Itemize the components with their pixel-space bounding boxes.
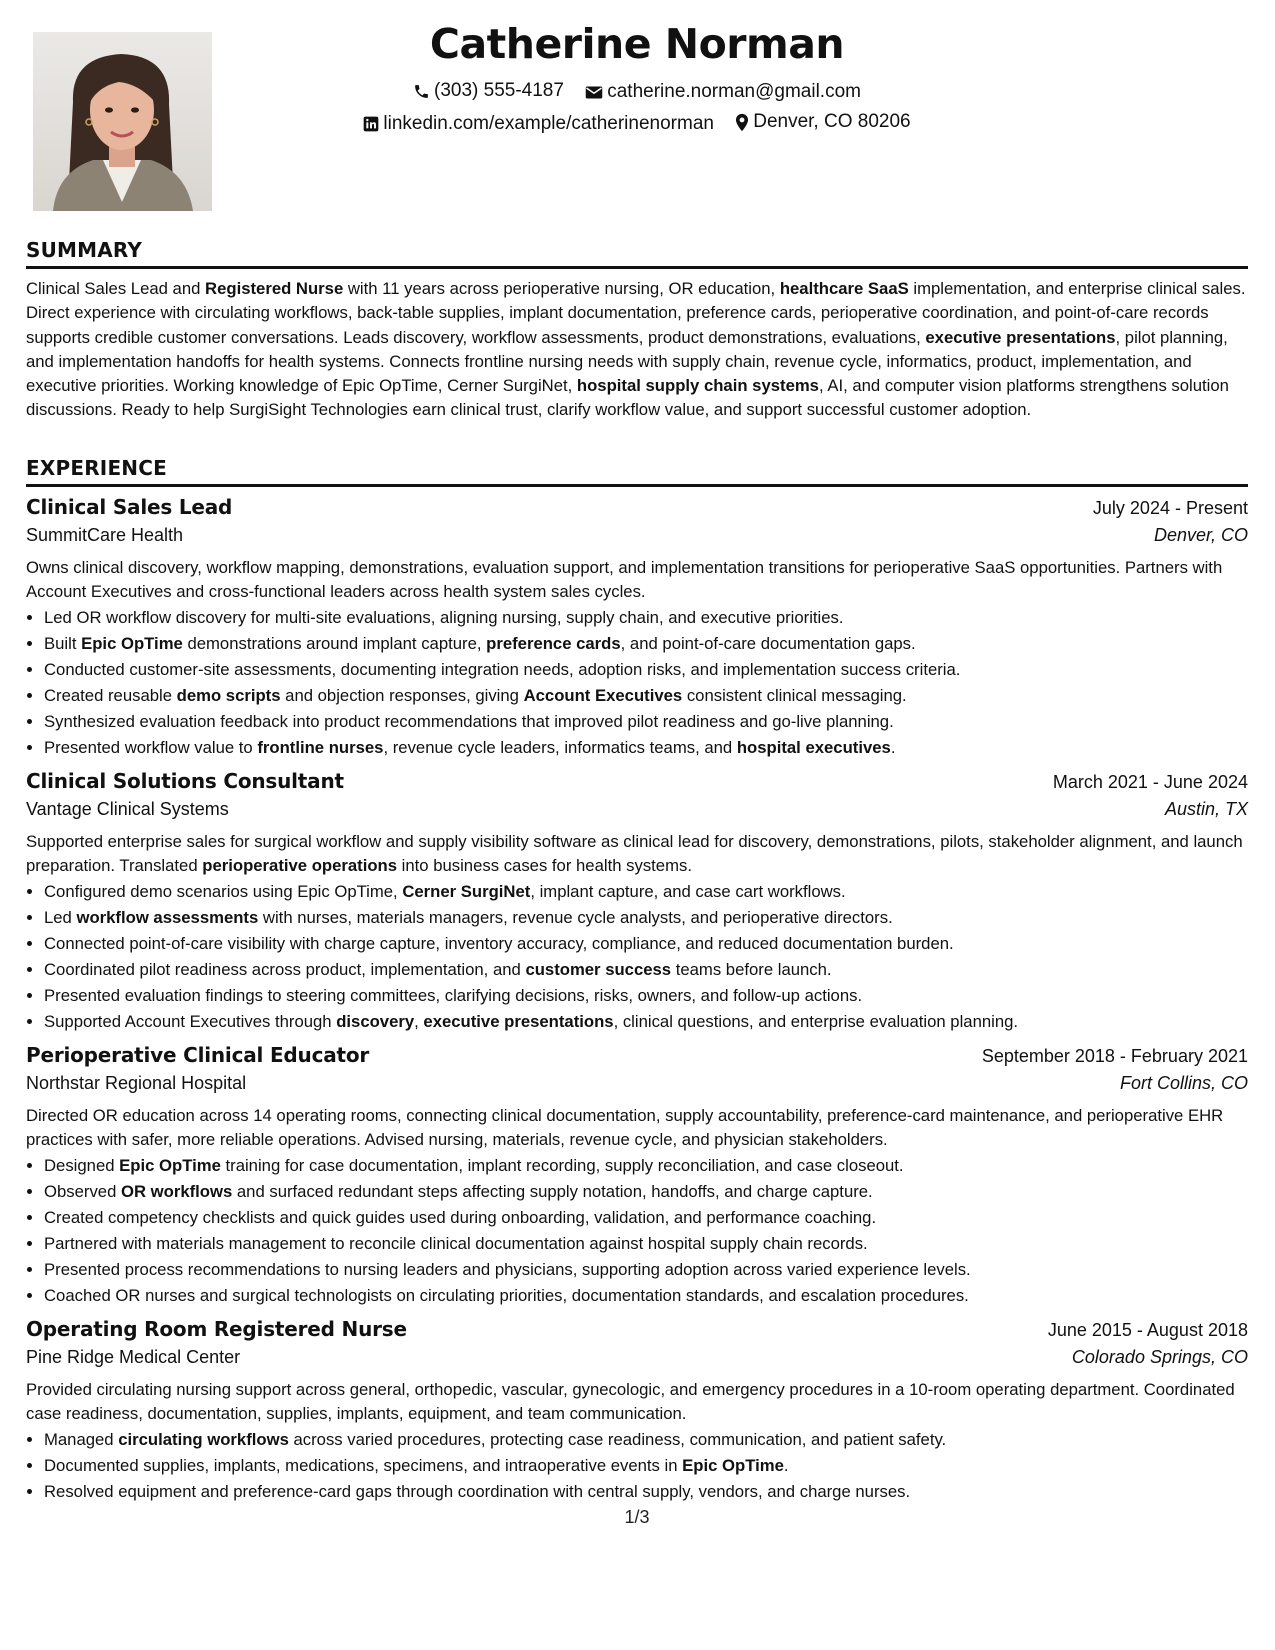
job-dates: June 2015 - August 2018: [1047, 1320, 1248, 1340]
job-bullet: • Managed circulating workflows across varied procedures, protecting case readiness, communication, and patient safety.: [44, 1427, 1248, 1453]
job-bullet: • Led OR workflow discovery for multi-site evaluations, aligning nursing, supply chain, and executive priorities.: [44, 605, 1248, 631]
bold-keyword: preference cards: [486, 634, 621, 653]
job-title: Clinical Solutions Consultant: [26, 769, 344, 793]
job-bullets: [26, 1427, 1248, 1505]
job-bullet: • Created competency checklists and quick guides used during onboarding, validation, and performance coaching.: [44, 1205, 1248, 1231]
job-dates: March 2021 - June 2024: [1052, 772, 1248, 792]
bold-keyword: Registered Nurse: [205, 279, 344, 298]
job-bullet: • Created reusable demo scripts and objection responses, giving Account Executives consistent clinical messaging.: [44, 683, 1248, 709]
job-location: Denver, CO: [1153, 525, 1248, 545]
job-bullet: • Coached OR nurses and surgical technologists on circulating priorities, documentation standards, and escalation procedures.: [44, 1283, 1248, 1309]
company-name: Pine Ridge Medical Center: [26, 1347, 241, 1367]
job-location: Colorado Springs, CO: [1071, 1347, 1248, 1367]
linkedin-contact[interactable]: [363, 113, 714, 135]
linkedin-text: linkedin.com/example/catherinenorman: [383, 112, 714, 134]
job-title: Clinical Sales Lead: [26, 495, 233, 519]
job-bullet: • Conducted customer-site assessments, documenting integration needs, adoption risks, and implementation success criteria.: [44, 657, 1248, 683]
job-entry: [26, 1317, 1248, 1505]
bold-keyword: Account Executives: [523, 686, 683, 705]
phone-contact[interactable]: [413, 80, 564, 102]
job-bullet: • Designed Epic OpTime training for case documentation, implant recording, supply reconciliation, and case closeout.: [44, 1153, 1248, 1179]
job-bullet: • Configured demo scenarios using Epic OpTime, Cerner SurgiNet, implant capture, and case cart workflows.: [44, 879, 1248, 905]
job-bullet: • Resolved equipment and preference-card gaps through coordination with central supply, vendors, and charge nurses.: [44, 1479, 1248, 1505]
bold-keyword: hospital supply chain systems: [576, 376, 819, 396]
email-icon: [585, 85, 603, 100]
bold-keyword: discovery: [336, 1012, 415, 1031]
bold-keyword: customer success: [525, 960, 672, 979]
bold-keyword: Epic OpTime: [81, 634, 183, 653]
resume-page: [26, 0, 1248, 1650]
job-location: Austin, TX: [1164, 799, 1248, 819]
job-entry: [26, 769, 1248, 1035]
map-pin-icon: [735, 113, 749, 132]
email-text: catherine.norman@gmail.com: [607, 81, 861, 102]
company-name: Vantage Clinical Systems: [26, 799, 229, 819]
job-bullet: • Observed OR workflows and surfaced redundant steps affecting supply notation, handoffs, and charge capture.: [44, 1179, 1248, 1205]
email-contact[interactable]: [585, 81, 861, 103]
summary-text: Clinical Sales Lead and Registered Nurse with 11 years across perioperative nursing, OR education, healthcare SaaS implementation, and enterprise clinical sales. Direct experience with circulating workflows, back-table supplies, implant documentation, preference cards, perioperative coordination, and point-of-care records supports credible customer conversations. Leads discovery, workflow assessments, product demonstrations, evaluations, executive presentations, pilot planning, and implementation handoffs for health systems. Connects frontline nursing needs with supply chain, revenue cycle, informatics, product, implementation, and executive priorities. Working knowledge of Epic OpTime, Cerner SurgiNet, hospital supply chain systems, AI, and computer vision platforms strengthens solution discussions. Ready to help SurgiSight Technologies earn clinical trust, clarify workflow value, and support successful customer adoption.: [26, 279, 1246, 420]
job-dates: July 2024 - Present: [1092, 498, 1248, 518]
bold-keyword: executive presentations: [925, 327, 1116, 347]
job-bullet: • Presented evaluation findings to steering committees, clarifying decisions, risks, owners, and follow-up actions.: [44, 983, 1248, 1009]
summary-heading: SUMMARY: [26, 238, 1248, 269]
job-bullet: • Partnered with materials management to reconcile clinical documentation against hospital supply chain records.: [44, 1231, 1248, 1257]
company-name: Northstar Regional Hospital: [26, 1073, 247, 1093]
job-dates: September 2018 - February 2021: [981, 1046, 1248, 1066]
company-name: SummitCare Health: [26, 525, 184, 545]
summary-section: [26, 238, 1248, 423]
bold-keyword: healthcare SaaS: [779, 279, 909, 298]
bold-keyword: hospital executives: [736, 738, 891, 757]
job-bullet: • Presented process recommendations to nursing leaders and physicians, supporting adoption across varied experience levels.: [44, 1257, 1248, 1283]
resume-header: [26, 0, 1248, 238]
bold-keyword: circulating workflows: [118, 1430, 289, 1449]
job-entry: [26, 1043, 1248, 1309]
bold-keyword: Epic OpTime: [119, 1156, 221, 1175]
candidate-name: Catherine Norman: [429, 20, 845, 68]
job-bullet: • Presented workflow value to frontline nurses, revenue cycle leaders, informatics teams, and hospital executives.: [44, 735, 1248, 761]
location-text: Denver, CO 80206: [753, 111, 911, 132]
job-bullets: [26, 1153, 1248, 1309]
job-description: Provided circulating nursing support across general, orthopedic, vascular, gynecologic, and emergency procedures in a 10-room operating department. Coordinated case readiness, documentation, supplies, implants, equipment, and team communication.: [26, 1380, 1235, 1423]
bold-keyword: executive presentations: [423, 1012, 614, 1031]
experience-section: [26, 456, 1248, 1505]
job-bullets: [26, 879, 1248, 1035]
job-description: Directed OR education across 14 operating rooms, connecting clinical documentation, supply accountability, preference-card maintenance, and perioperative EHR practices with safer, more reliable operations. Advised nursing, materials, revenue cycle, and physician stakeholders.: [26, 1106, 1224, 1149]
job-bullet: • Supported Account Executives through discovery, executive presentations, clinical questions, and enterprise evaluation planning.: [44, 1009, 1248, 1035]
bold-keyword: Cerner SurgiNet: [402, 882, 531, 901]
linkedin-icon: [363, 116, 379, 132]
job-entry: [26, 495, 1248, 761]
phone-icon: [413, 83, 430, 100]
job-bullet: • Led workflow assessments with nurses, materials managers, revenue cycle analysts, and perioperative directors.: [44, 905, 1248, 931]
contact-line-2: [26, 111, 1248, 138]
job-title: Operating Room Registered Nurse: [26, 1317, 407, 1341]
phone-text: (303) 555-4187: [434, 80, 564, 101]
bold-keyword: OR workflows: [120, 1182, 233, 1201]
bold-keyword: frontline nurses: [257, 738, 384, 757]
job-description: Owns clinical discovery, workflow mapping, demonstrations, evaluation support, and implementation transitions for perioperative SaaS opportunities. Partners with Account Executives and cross-functional leaders across health system sales cycles.: [26, 558, 1223, 601]
job-bullet: • Documented supplies, implants, medications, specimens, and intraoperative events in Epic OpTime.: [44, 1453, 1248, 1479]
job-bullet: • Connected point-of-care visibility with charge capture, inventory accuracy, compliance, and reduced documentation burden.: [44, 931, 1248, 957]
job-bullet: • Built Epic OpTime demonstrations around implant capture, preference cards, and point-of-care documentation gaps.: [44, 631, 1248, 657]
bold-keyword: perioperative operations: [202, 856, 398, 875]
job-bullets: [26, 605, 1248, 761]
bold-keyword: demo scripts: [176, 686, 281, 705]
bold-keyword: workflow assessments: [76, 908, 259, 927]
job-bullet: • Coordinated pilot readiness across product, implementation, and customer success teams before launch.: [44, 957, 1248, 983]
job-bullet: • Synthesized evaluation feedback into product recommendations that improved pilot readiness and go-live planning.: [44, 709, 1248, 735]
contact-line-1: [26, 80, 1248, 106]
location-contact: [735, 111, 910, 133]
page-number: 1/3: [624, 1507, 650, 1527]
job-location: Fort Collins, CO: [1119, 1073, 1248, 1093]
job-title: Perioperative Clinical Educator: [26, 1043, 370, 1067]
bold-keyword: Epic OpTime: [682, 1456, 784, 1475]
experience-heading: EXPERIENCE: [26, 456, 1248, 487]
job-description: Supported enterprise sales for surgical workflow and supply visibility software as clinical lead for discovery, demonstrations, pilots, stakeholder alignment, and launch preparation. Translated perioperative operations into business cases for health systems.: [26, 832, 1243, 875]
